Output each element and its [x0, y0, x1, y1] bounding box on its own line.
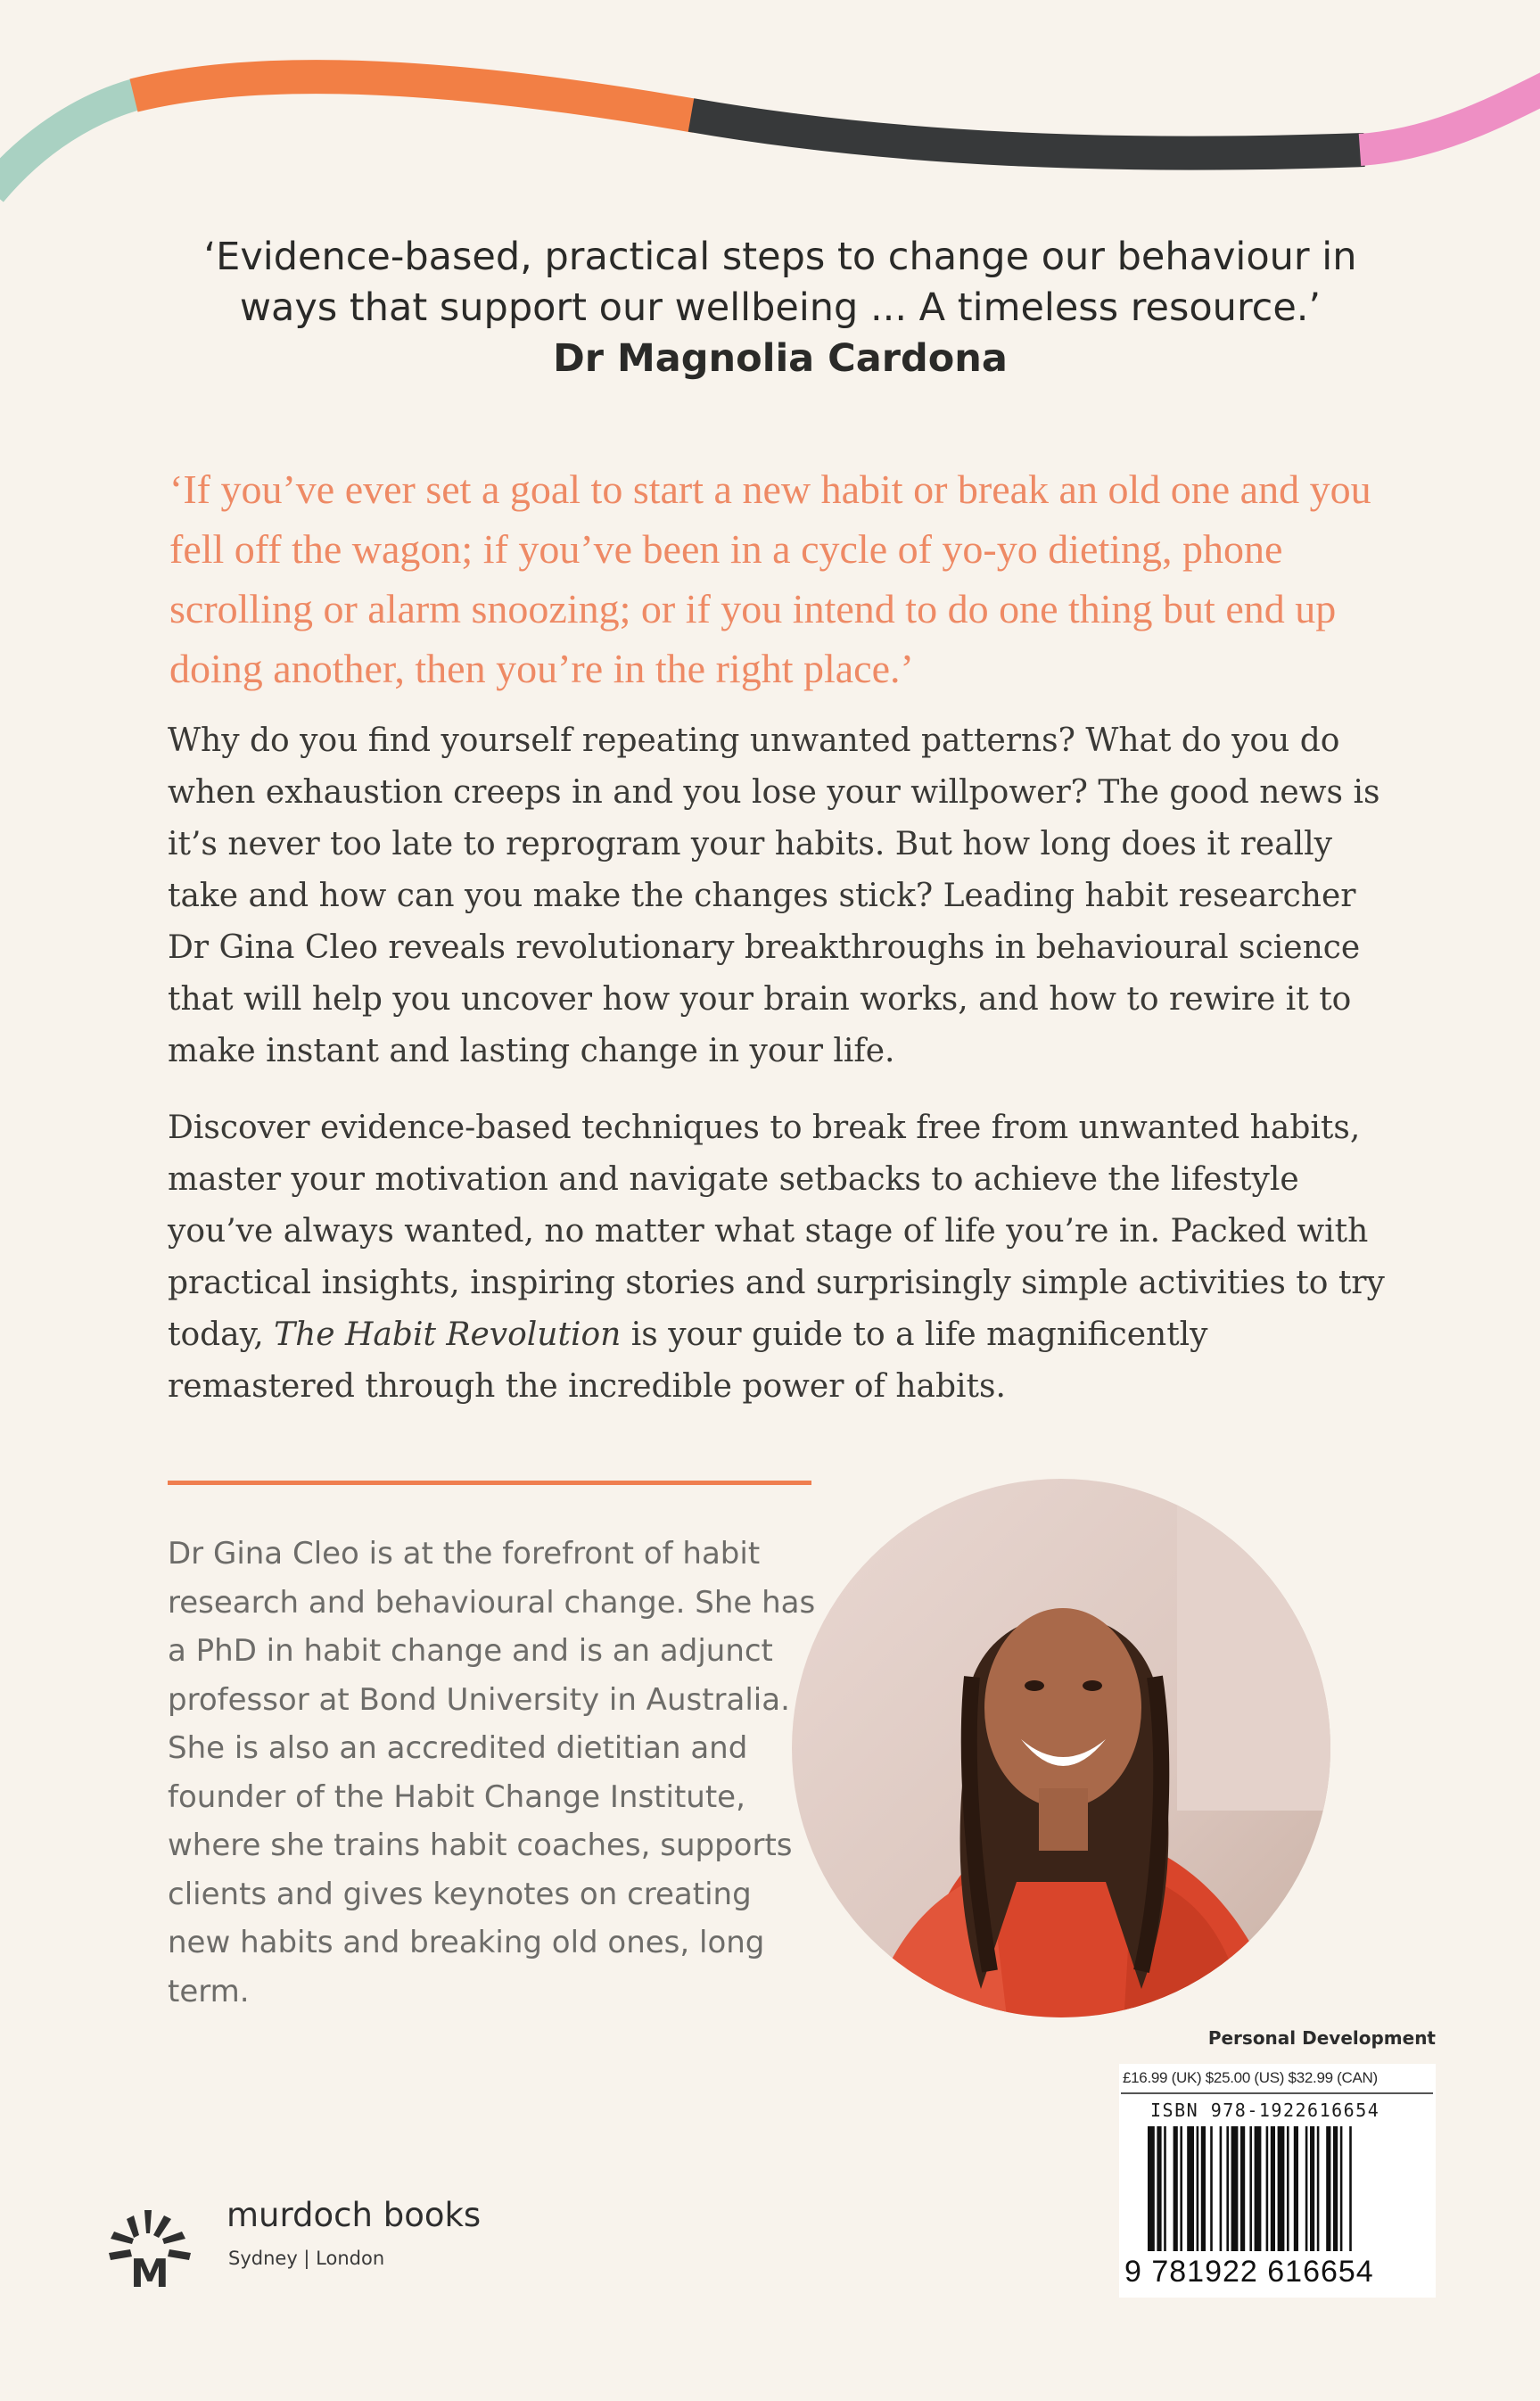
barcode-bar: [1210, 2126, 1213, 2251]
price-list: £16.99 (UK) $25.00 (US) $32.99 (CAN): [1123, 2069, 1378, 2086]
barcode-bar: [1333, 2126, 1338, 2251]
barcode-bar: [1180, 2126, 1182, 2251]
barcode-bar: [1305, 2126, 1308, 2251]
murdoch-books-logo-icon: [93, 2194, 209, 2301]
svg-text:M: M: [130, 2251, 169, 2297]
endorsement-line-2: ways that support our wellbeing ... A timeless resource.’: [239, 285, 1322, 330]
barcode-bar: [1174, 2126, 1178, 2251]
wave-segment-mint: [0, 94, 138, 192]
price-divider: [1121, 2092, 1433, 2094]
barcode-bar: [1187, 2126, 1194, 2251]
author-photo: [785, 1472, 1338, 2025]
wave-segment-pink: [1360, 85, 1540, 150]
description-text-before-title: Discover evidence-based techniques to break free from unwanted habits, master your motivation and navigate setbacks to achieve the lifestyle you’ve always wanted, no matter what stage of life you’re in. Packed with practical insights, inspiring stories and surprisingly simple activities to try today,: [168, 1110, 1385, 1353]
decorative-wave-banner: [0, 0, 1540, 232]
author-bio: Dr Gina Cleo is at the forefront of habit research and behavioural change. She has a PhD in habit change and is an adjunct professor at Bond University in Australia. She is also an accredited dietitian and founder of the Habit Change Institute, where she trains habit coaches, supports clients and gives keynotes on creating new habits and breaking old ones, long term.: [168, 1536, 816, 2009]
ean-number: 9 781922 616654: [1124, 2255, 1374, 2289]
barcode-bar: [1326, 2126, 1330, 2251]
barcode-bar: [1197, 2126, 1199, 2251]
section-divider: [168, 1481, 811, 1485]
description-paragraph-1: Why do you find yourself repeating unwanted patterns? What do you do when exhaustion creeps in and you lose your willpower? The good news is it’s never too late to reprogram your habits. But how long does it really take and how can you make the changes stick? Leading habit researcher Dr Gina Cleo reveals revolutionary breakthroughs in behavioural science that will help you uncover how your brain works, and how to rewire it to make instant and lasting change in your life.: [168, 722, 1380, 1069]
isbn-label: ISBN 978-1922616654: [1150, 2100, 1380, 2121]
barcode-bar: [1294, 2126, 1298, 2251]
barcode-bar: [1271, 2126, 1275, 2251]
pull-quote: ‘If you’ve ever set a goal to start a new habit or break an old one and you fell off the wagon; if you’ve been in a cycle of yo-yo dieting, phone scrolling or alarm snoozing; or if you intend to do one thing but end up doing another, then you’re in the right place.’: [169, 466, 1371, 691]
barcode-bar: [1240, 2126, 1245, 2251]
barcode-bar: [1231, 2126, 1239, 2251]
barcode-bar: [1157, 2126, 1161, 2251]
barcode-bar: [1201, 2126, 1206, 2251]
category-label: Personal Development: [1207, 2027, 1436, 2049]
barcode-bar: [1220, 2126, 1223, 2251]
barcode-bar: [1287, 2126, 1289, 2251]
barcode: [1148, 2126, 1415, 2251]
wave-segment-dark: [691, 115, 1364, 153]
barcode-bar: [1249, 2126, 1252, 2251]
barcode-panel: [1119, 2064, 1436, 2298]
barcode-bar: [1255, 2126, 1262, 2251]
wave-segment-orange: [134, 77, 696, 116]
barcode-bar: [1278, 2126, 1285, 2251]
barcode-bar: [1226, 2126, 1229, 2251]
barcode-bar: [1340, 2126, 1343, 2251]
book-title: The Habit Revolution: [274, 1316, 622, 1353]
barcode-bar: [1164, 2126, 1166, 2251]
publisher-cities: Sydney | London: [228, 2248, 385, 2269]
description-text-after-title: is your guide to a life magnificently remastered through the incredible power of habits.: [168, 1316, 1208, 1405]
endorsement-line-1: ‘Evidence-based, practical steps to change our behaviour in: [203, 235, 1357, 279]
barcode-bar: [1349, 2126, 1352, 2251]
barcode-bar: [1266, 2126, 1269, 2251]
barcode-bar: [1148, 2126, 1155, 2251]
publisher-name: murdoch books: [226, 2196, 482, 2234]
barcode-bar: [1317, 2126, 1320, 2251]
barcode-bar: [1310, 2126, 1314, 2251]
endorsement-author: Dr Magnolia Cardona: [553, 336, 1008, 381]
endorsement-quote: [125, 232, 1436, 384]
description-paragraph-2: [168, 1102, 1398, 1413]
